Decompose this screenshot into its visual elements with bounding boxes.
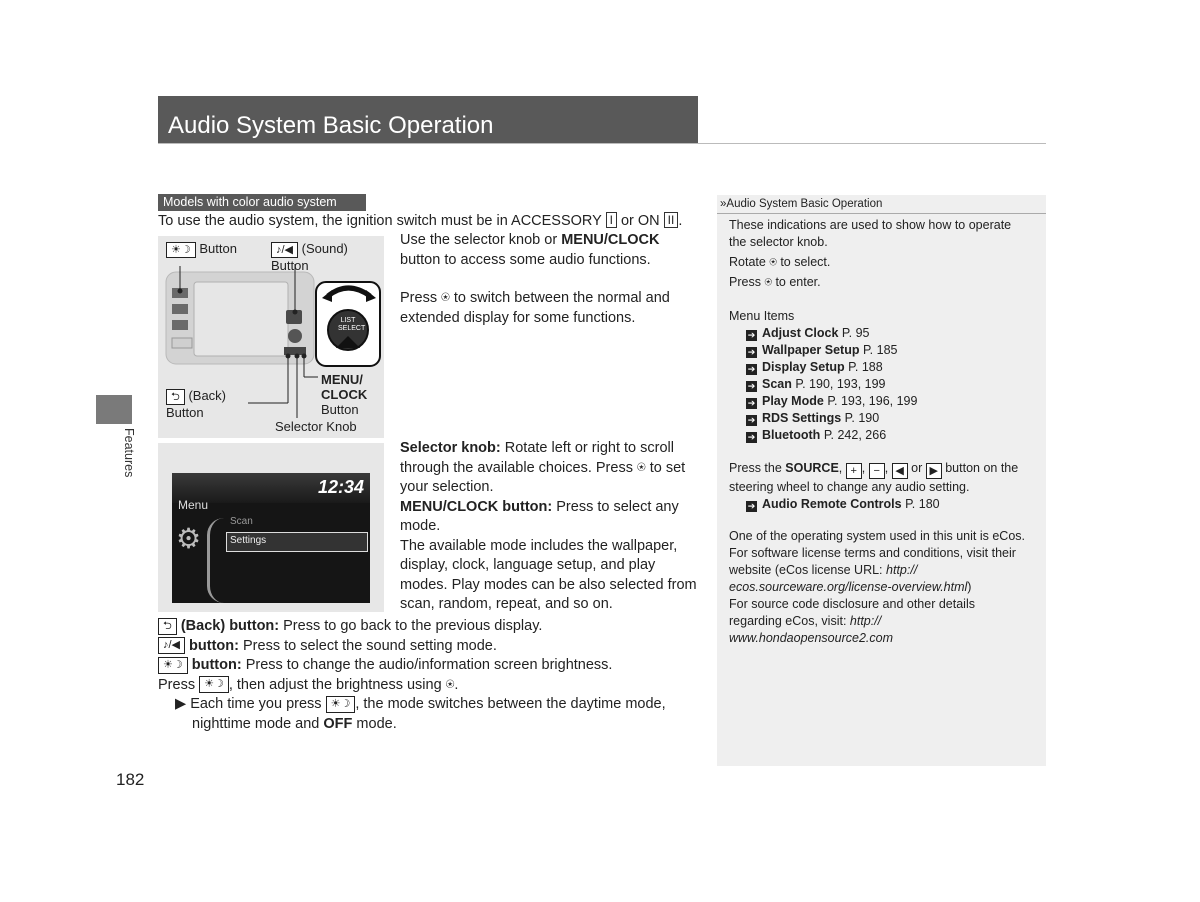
key-on: II — [664, 212, 679, 228]
link-arrow-icon: ➔ — [747, 364, 756, 374]
sidebar-intro: These indications are used to show how to operate the selector knob. — [729, 218, 1012, 249]
unit-button-left-3 — [172, 320, 188, 330]
menu-clock-callout: MENU/ CLOCK Button — [321, 372, 368, 417]
page-number: 182 — [116, 770, 145, 789]
brightness-row: Press ☀☽ , then adjust the brightness using ⍟. — [158, 676, 459, 693]
menu-screen-figure — [158, 443, 384, 612]
minus-icon: − — [869, 463, 885, 479]
ecos-url-link-2[interactable]: ecos.sourceware.org/license-overview.html — [729, 580, 968, 594]
link-arrow-icon: ➔ — [747, 347, 756, 357]
desc-selector-intro: Use the selector knob or MENU/CLOCK button to access some audio functions. — [400, 232, 660, 268]
rotate-knob-icon: ⍟ — [445, 676, 455, 693]
menu-item-link[interactable]: ➔ Scan P. 190, 193, 199 — [747, 377, 886, 391]
menu-heading: Menu — [178, 498, 209, 512]
side-tab — [96, 395, 132, 424]
remote-controls-link[interactable]: ➔ Audio Remote Controls P. 180 — [747, 497, 940, 511]
menu-items-list: Menu Items ➔ Adjust Clock P. 95 ➔ Wallpaper Setup P. 185 ➔ Display Setup P. 188 ➔ Scan P. 190, 193, 199 ➔ Play Mode P. 193, 196, 199 ➔ RDS Settings P. 190 ➔ Bluetooth P. 242, 266 — [729, 308, 1039, 444]
rotate-knob-icon: ⍟ — [769, 255, 777, 269]
head-unit-figure — [158, 236, 384, 438]
unit-button-left-4 — [172, 338, 192, 348]
list-select-label: LIST SELECT — [338, 317, 366, 332]
press-knob-icon: ⍟ — [636, 459, 646, 476]
sound-icon: ♪/◀ — [271, 242, 298, 258]
double-arrow-icon: » — [720, 198, 727, 210]
dial-arc — [207, 518, 224, 603]
honda-source-link-2[interactable]: www.hondaopensource2.com — [729, 631, 893, 645]
model-badge: Models with color audio system — [158, 194, 366, 211]
clock-time: 12:34 — [317, 477, 364, 497]
menu-item-link[interactable]: ➔ Display Setup P. 188 — [747, 360, 883, 374]
sun-button-callout: ☀☽ Button — [166, 241, 237, 258]
gear-icon: ⚙ — [176, 523, 202, 554]
honda-source-link[interactable]: http:// — [849, 614, 882, 628]
unit-button-left-2 — [172, 304, 188, 314]
link-arrow-icon: ➔ — [747, 432, 756, 442]
sun-button-row: ☀☽ button: Press to change the audio/information screen brightness. — [158, 656, 698, 676]
sound-icon: ♪/◀ — [158, 637, 185, 654]
sound-button-row: ♪/◀ button: Press to select the sound setting mode. — [158, 637, 698, 657]
desc-knob-details: Selector knob: Rotate left or right to scroll through the available choices. Press ⍟ to set your selection. MENU/CLOCK button: Press to select any mode. The available mode includes the wallpaper, display, clock, language setup, and play modes. Play modes can be also selected from scan, random, repeat, and so on. — [400, 440, 697, 612]
sun-moon-icon: ☀☽ — [158, 657, 188, 674]
menu-screen — [172, 473, 370, 603]
sidebar-heading: »Audio System Basic Operation — [717, 195, 1046, 214]
side-tab-label: Features — [122, 428, 136, 478]
intro-line: To use the audio system, the ignition switch must be in ACCESSORY I or ON II . — [158, 213, 683, 229]
menu-item-link[interactable]: ➔ Wallpaper Setup P. 185 — [747, 343, 898, 357]
link-arrow-icon: ➔ — [747, 398, 756, 408]
key-accessory: I — [606, 212, 617, 228]
unit-screen — [194, 282, 288, 356]
menu-item-scan: Scan — [230, 516, 253, 527]
menu-item-link[interactable]: ➔ Adjust Clock P. 95 — [747, 326, 870, 340]
triangle-bullet-icon: ▶ — [175, 696, 187, 712]
sidebar-ecos: One of the operating system used in this unit is eCos. For software license terms and conditions, visit their website (eCos license URL: http:// ecos.sourceware.org/license-overview.html) For source code disclosure and other details regarding eCos, visit: http:// www.hondaopensource2.com — [729, 529, 1025, 645]
sound-button-callout: ♪/◀ (Sound) Button — [271, 241, 348, 273]
mode-cycle-row: ▶ Each time you press ☀☽ , the mode switches between the daytime mode, — [175, 696, 666, 712]
selector-knob-callout: Selector Knob — [275, 419, 357, 434]
mode-cycle-row-2: nighttime mode and OFF mode. — [192, 715, 397, 732]
link-arrow-icon: ➔ — [747, 381, 756, 391]
link-arrow-icon: ➔ — [747, 501, 756, 511]
page-title: Audio System Basic Operation — [168, 112, 494, 139]
menu-item-link[interactable]: ➔ Bluetooth P. 242, 266 — [747, 428, 887, 442]
menu-item-link[interactable]: ➔ Play Mode P. 193, 196, 199 — [747, 394, 918, 408]
sun-moon-icon: ☀☽ — [166, 242, 196, 258]
back-icon: ⮌ — [158, 618, 177, 635]
unit-knob — [288, 329, 302, 343]
desc-press-switch: Press ⍟ to switch between the normal and extended display for some functions. — [400, 290, 670, 326]
back-icon: ⮌ — [166, 389, 185, 405]
back-button-callout: ⮌ (Back) Button — [166, 388, 226, 420]
press-knob-icon: ⍟ — [764, 275, 772, 289]
sun-moon-icon: ☀☽ — [199, 676, 229, 693]
menu-item-settings: Settings — [230, 535, 267, 546]
ecos-url-link[interactable]: http:// — [886, 563, 918, 577]
back-button-row: ⮌ (Back) button: Press to go back to the previous display. — [158, 617, 698, 637]
sun-moon-icon: ☀☽ — [326, 696, 356, 713]
left-arrow-icon: ◀ — [892, 463, 908, 479]
menu-item-link[interactable]: ➔ RDS Settings P. 190 — [747, 411, 880, 425]
sidebar-rotate: Rotate ⍟ to select. — [729, 255, 831, 269]
link-arrow-icon: ➔ — [747, 330, 756, 340]
button-explanations — [158, 617, 698, 734]
plus-icon: + — [846, 463, 862, 479]
sidebar-press: Press ⍟ to enter. — [729, 275, 821, 289]
title-rule — [158, 143, 1046, 144]
sidebar-source: Press the SOURCE, + , − , ◀ or ▶ button on the steering wheel to change any audio setting. ➔ Audio Remote Controls P. 180 — [729, 460, 1039, 513]
press-knob-icon: ⍟ — [441, 290, 450, 306]
right-arrow-icon: ▶ — [926, 463, 942, 479]
link-arrow-icon: ➔ — [747, 415, 756, 425]
